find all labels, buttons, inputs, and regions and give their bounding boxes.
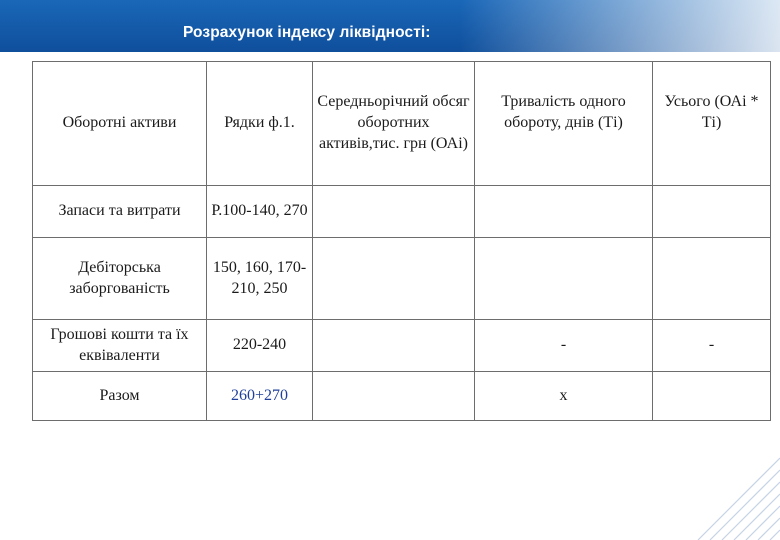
cell-lines: 150, 160, 170-210, 250 — [207, 238, 313, 320]
cell-asset: Грошові кошти та їх еквіваленти — [33, 320, 207, 372]
title-bar — [0, 0, 780, 52]
cell-asset: Дебіторська заборгованість — [33, 238, 207, 320]
column-header-average-volume: Середньорічний обсяг оборотних активів,тис. грн (ОАі) — [313, 62, 475, 186]
cell-turnover-duration: - — [475, 320, 653, 372]
cell-average-volume — [313, 186, 475, 238]
cell-asset: Запаси та витрати — [33, 186, 207, 238]
column-header-turnover-duration: Тривалість одного обороту, днів (Ті) — [475, 62, 653, 186]
corner-decoration — [690, 450, 780, 540]
table-header-row — [33, 62, 771, 186]
cell-lines: 260+270 — [207, 372, 313, 421]
cell-asset: Разом — [33, 372, 207, 421]
title-bar-fade — [460, 0, 780, 52]
column-header-lines: Рядки ф.1. — [207, 62, 313, 186]
cell-lines: 220-240 — [207, 320, 313, 372]
table-row-total — [33, 372, 771, 421]
table-row — [33, 320, 771, 372]
column-header-assets: Оборотні активи — [33, 62, 207, 186]
cell-total — [653, 186, 771, 238]
cell-total — [653, 372, 771, 421]
cell-turnover-duration: х — [475, 372, 653, 421]
cell-average-volume — [313, 320, 475, 372]
table-row — [33, 186, 771, 238]
table-row — [33, 238, 771, 320]
cell-total — [653, 238, 771, 320]
cell-average-volume — [313, 238, 475, 320]
liquidity-table — [32, 61, 771, 421]
cell-lines: Р.100-140, 270 — [207, 186, 313, 238]
cell-turnover-duration — [475, 186, 653, 238]
cell-average-volume — [313, 372, 475, 421]
column-header-total: Усього (ОАі * Ті) — [653, 62, 771, 186]
page-title: Розрахунок індексу ліквідності: — [183, 24, 431, 41]
cell-turnover-duration — [475, 238, 653, 320]
cell-total: - — [653, 320, 771, 372]
